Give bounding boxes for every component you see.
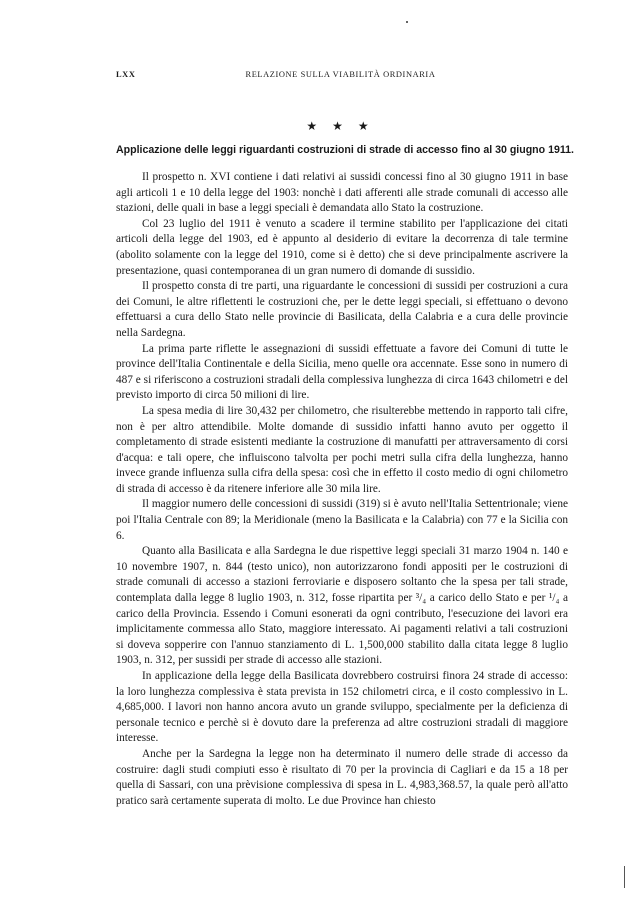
paragraph: Il prospetto consta di tre parti, una riguardante le concessioni di sussidi per costruzioni a cura dei Comuni, le altre riflettenti le costruzioni che, per le dette leggi speciali, si effettuano o devono effettuarsi a cura dello Stato nelle provincie di Basilicata, della Calabria e a cura delle provincie nella Sardegna.: [116, 280, 568, 339]
paragraph: Quanto alla Basilicata e alla Sardegna le due rispettive leggi speciali 31 marzo 1904 n. 140 e 10 novembre 1907, n. 844 (testo unico), non autorizzarono fondi appositi per le costruzioni di strade comunali di accesso a stazioni ferroviarie e disposero soltanto che la spesa per tali strade, contemplata dalla legge 8 luglio 1903, n. 312, fosse ripartita per ³/₄ a carico dello Stato e per ¹/₄ a carico della Provincia. Essendo i Comuni esonerati da ogni contributo, l'esecuzione dei lavori era implicitamente commessa allo Stato, maggiore interessato. Ai pagamenti relativi a tali costruzioni si doveva sopperire con l'annuo stanziamento di L. 1,500,000 stabilito dalla citata legge 8 luglio 1903, n. 312, per sussidi per strade di accesso alle stazioni.: [116, 545, 568, 667]
paragraph: In applicazione della legge della Basilicata dovrebbero costruirsi finora 24 strade di accesso: la loro lunghezza complessiva è stata prevista in 152 chilometri circa, e il costo complessivo in L. 4,685,000. I lavori non hanno ancora avuto un grande sviluppo, specialmente per la deficienza di personale tecnico e perchè si è dovuto dare la preferenza ad altre costruzioni stradali di maggiore interesse.: [116, 670, 568, 745]
paragraph: Il maggior numero delle concessioni di sussidi (319) si è avuto nell'Italia Settentrionale; viene poi l'Italia Centrale con 89; la Meridionale (meno la Basilicata e la Calabria) con 77 e la Sicilia con 6.: [116, 498, 568, 542]
paragraph: Col 23 luglio del 1911 è venuto a scadere il termine stabilito per l'applicazione dei citati articoli della legge del 1903, ed è appunto al desiderio di evitare la decorrenza di tale termine (abolito solamente con la legge del 1910, come si è detto) che si deve principalmente ascrivere la presentazione, quasi contemporanea di un gran numero di domande di sussidio.: [116, 217, 568, 277]
page-number: LXX: [116, 70, 136, 79]
paragraph: Il prospetto n. XVI contiene i dati relativi ai sussidi concessi fino al 30 giugno 1911 in base agli articoli 1 e 10 della legge del 1903: nonchè i dati afferenti alle strade comunali di accesso alle stazioni, delle quali in base a leggi speciali è demandata allo Stato la costruzione.: [116, 171, 568, 215]
section-title: Applicazione delle leggi riguardanti costruzioni di strade di accesso fino al 30 giugno 1911.: [116, 144, 574, 156]
paragraph: Anche per la Sardegna la legge non ha determinato il numero delle strade di accesso da costruire: dagli studi compiuti esso è risultato di 70 per la provincia di Cagliari e da 15 a 18 per quella di Sassari, con una prèvisione complessiva di spesa in L. 4,983,368.57, la quale però all'atto pratico sarà certamente superata di molto. Le due Province han chiesto: [116, 747, 568, 807]
body-text: [116, 170, 568, 809]
section-stars: ★ ★ ★: [306, 119, 375, 133]
paragraph: La prima parte riflette le assegnazioni di sussidi effettuate a favore dei Comuni di tutte le province dell'Italia Continentale e della Sicilia, meno quelle ora accennate. Esse sono in numero di 487 e si riferiscono a costruzioni stradali della complessiva lunghezza di circa 1643 chilometri e del previsto importo di circa 50 milioni di lire.: [116, 342, 568, 402]
paragraph: La spesa media di lire 30,432 per chilometro, che risulterebbe mettendo in rapporto tali cifre, non è per altro attendibile. Molte domande di sussidio infatti hanno avuto per oggetto il completamento di strade esistenti mediante la costruzione di manufatti per attraversamento di corsi d'acqua: e tali opere, che influiscono talvolta per pochi metri sulla cifra della lunghezza, hanno invece grande influenza sulla cifra della spesa: così che in effetto il costo medio di ogni chilometro di strada di accesso è da ritenere inferiore alle 30 mila lire.: [116, 404, 568, 495]
ink-speck: [406, 21, 408, 23]
edge-mark: [624, 866, 625, 888]
running-title: RELAZIONE SULLA VIABILITÀ ORDINARIA: [245, 70, 436, 79]
